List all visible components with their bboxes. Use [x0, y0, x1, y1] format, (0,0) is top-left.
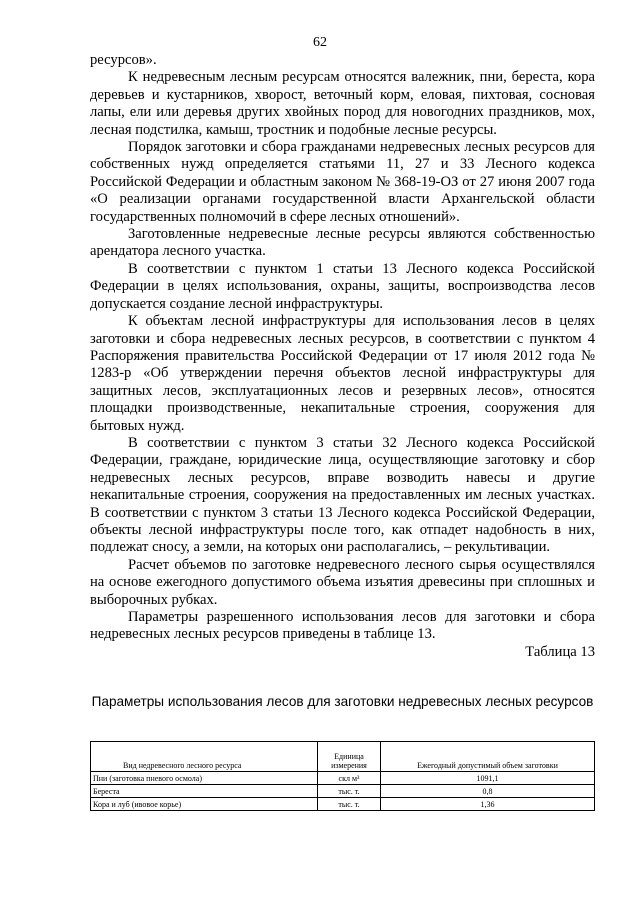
table-row	[91, 785, 595, 798]
cell-resource: Береста	[91, 785, 318, 798]
paragraph: Заготовленные недревесные лесные ресурсы являются собственностью арендатора лесного участка.	[90, 226, 595, 260]
cell-unit: скл м³	[318, 772, 381, 785]
cell-unit: тыс. т.	[318, 785, 381, 798]
page-number: 62	[313, 35, 327, 50]
paragraph: Расчет объемов по заготовке недревесного лесного сырья осуществлялся на основе ежегодного допустимого объема изъятия древесины при сплошных и выборочных рубках.	[90, 556, 595, 608]
resources-table	[90, 741, 595, 811]
header-resource-type: Вид недревесного лесного ресурса	[91, 742, 318, 772]
header-unit: Единица измерения	[318, 742, 381, 772]
paragraph: ресурсов».	[90, 52, 157, 68]
table-title: Параметры использования лесов для заготовки недревесных лесных ресурсов	[91, 694, 594, 709]
paragraph: Параметры разрешенного использования лесов для заготовки и сбора недревесных лесных ресурсов приведены в таблице 13.	[90, 609, 595, 643]
cell-resource: Пни (заготовка пневого осмола)	[91, 772, 318, 785]
paragraph: К недревесным лесным ресурсам относятся валежник, пни, береста, кора деревьев и кустарников, хворост, веточный корм, еловая, пихтовая, сосновая лапы, ели или деревья других хвойных пород для новогодних праздников, мох, лесная подстилка, камыш, тростник и подобные лесные ресурсы.	[90, 69, 595, 138]
cell-volume: 0,8	[381, 785, 595, 798]
table-row	[91, 798, 595, 811]
paragraph: К объектам лесной инфраструктуры для использования лесов в целях заготовки и сбора недревесных лесных ресурсов, в соответствии с пунктом 4 Распоряжения правительства Российской Федерации от 17 июля 2012 года № 1283-р «Об утверждении перечня объектов лесной инфраструктуры для защитных лесов, эксплуатационных лесов и резервных лесов», относятся площадки производственные, некапитальные строения, сооружения для бытовых нужд.	[90, 313, 595, 434]
paragraph: В соответствии с пунктом 1 статьи 13 Лесного кодекса Российской Федерации в целях использования, охраны, защиты, воспроизводства лесов допускается создание лесной инфраструктуры.	[90, 260, 595, 312]
header-annual-volume: Ежегодный допустимый объем заготовки	[381, 742, 595, 772]
table-header-row	[91, 742, 595, 772]
cell-unit: тыс. т.	[318, 798, 381, 811]
cell-volume: 1,36	[381, 798, 595, 811]
table-label: Таблица 13	[525, 643, 595, 660]
table-row	[91, 772, 595, 785]
paragraph: Порядок заготовки и сбора гражданами недревесных лесных ресурсов для собственных нужд определяется статьями 11, 27 и 33 Лесного кодекса Российской Федерации и областным законом № 368-19-ОЗ от 27 июня 2007 года «О реализации органами государственной власти Архангельской области государственных полномочий в сфере лесных отношений».	[90, 139, 595, 225]
cell-resource: Кора и луб (ивовое корье)	[91, 798, 318, 811]
body-text	[90, 52, 595, 661]
cell-volume: 1091,1	[381, 772, 595, 785]
paragraph: В соответствии с пунктом 3 статьи 32 Лесного кодекса Российской Федерации, граждане, юридические лица, осуществляющие заготовку и сбор недревесных лесных ресурсов, вправе возводить навесы и другие некапитальные строения, сооружения на предоставленных им лесных участках. В соответствии с пунктом 3 статьи 13 Лесного кодекса Российской Федерации, объекты лесной инфраструктуры после того, как отпадет надобность в них, подлежат сносу, а земли, на которых они располагались, – рекультивации.	[90, 434, 595, 556]
